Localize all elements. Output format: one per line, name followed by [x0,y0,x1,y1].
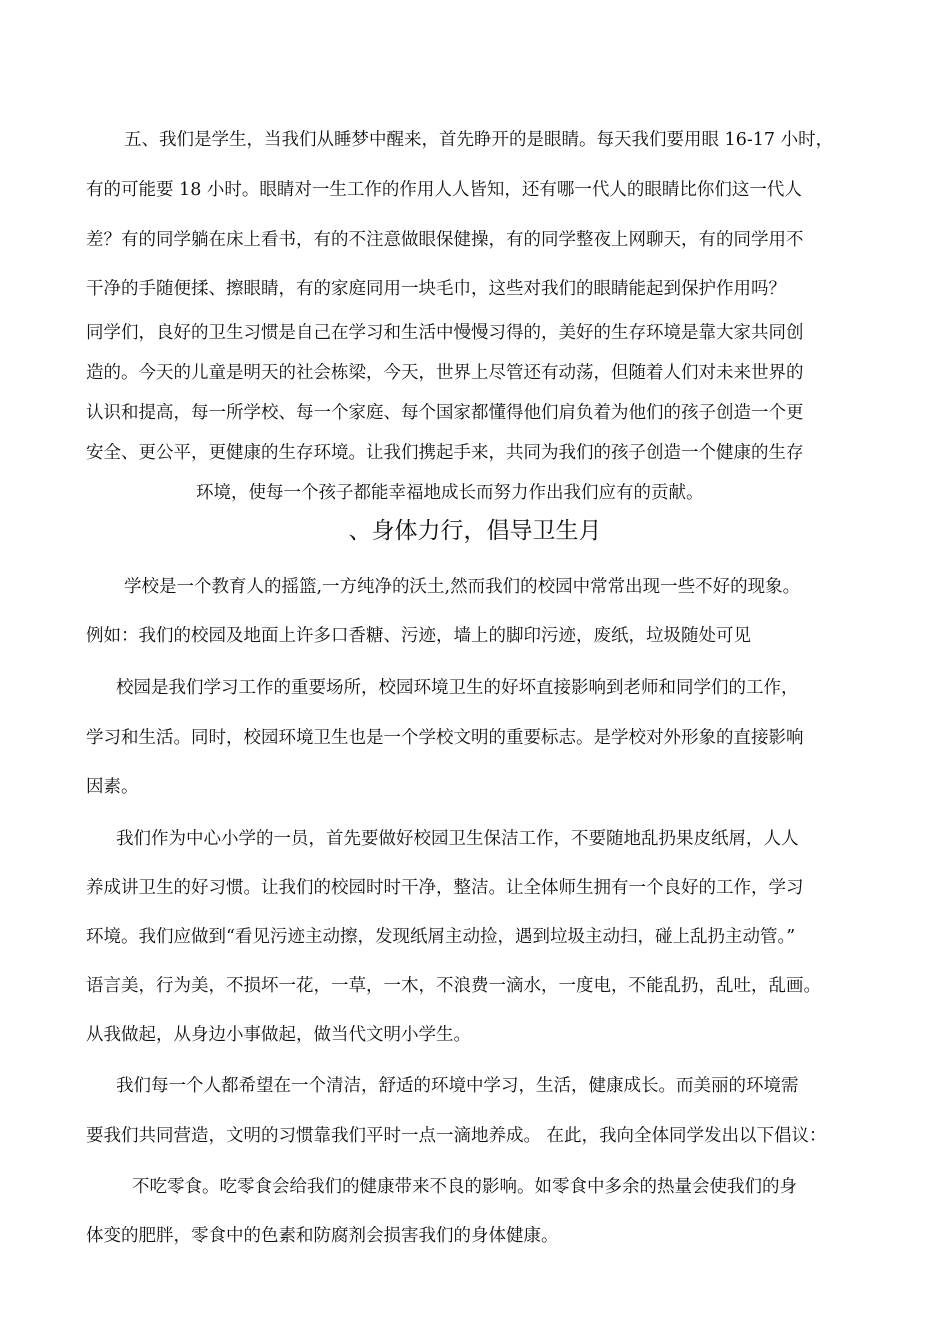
section5-line: 同学们，良好的卫生习惯是自己在学习和生活中慢慢习得的，美好的生存环境是靠大家共同创 [86,323,804,343]
paragraph-line: 校园是我们学习工作的重要场所，校园环境卫生的好坏直接影响到老师和同学们的工作， [116,678,799,698]
paragraph-line: 不吃零食。吃零食会给我们的健康带来不良的影响。如零食中多余的热量会使我们的身 [132,1177,797,1197]
section5-line: 五、我们是学生，当我们从睡梦中醒来，首先睁开的是眼睛。每天我们要用眼 16-17 小时， [124,130,834,150]
paragraph-line: 学校是一个教育人的摇篮,一方纯净的沃土,然而我们的校园中常常出现一些不好的现象。 [124,577,801,597]
section5-line: 干净的手随便揉、擦眼睛，有的家庭同用一块毛巾，这些对我们的眼睛能起到保护作用吗？ [86,279,786,299]
section-heading: 、身体力行，倡导卫生月 [348,518,602,544]
section5-line: 有的可能要 18 小时。眼睛对一生工作的作用人人皆知，还有哪一代人的眼睛比你们这一代人 [86,180,802,200]
paragraph-line: 环境。我们应做到“看见污迹主动擦，发现纸屑主动捡，遇到垃圾主动扫，碰上乱扔主动管。” [86,927,796,947]
section5-line: 差？有的同学躺在床上看书，有的不注意做眼保健操，有的同学整夜上网聊天，有的同学用不 [86,230,804,250]
paragraph-line: 语言美，行为美，不损坏一花，一草，一木，不浪费一滴水，一度电，不能乱扔，乱吐，乱画。 [86,976,821,996]
paragraph-line: 养成讲卫生的好习惯。让我们的校园时时干净，整洁。让全体师生拥有一个良好的工作，学习 [86,878,804,898]
paragraph-line: 体变的肥胖，零食中的色素和防腐剂会损害我们的身体健康。 [86,1226,559,1246]
paragraph-line: 我们作为中心小学的一员，首先要做好校园卫生保洁工作，不要随地乱扔果皮纸屑，人人 [116,829,799,849]
paragraph-line: 我们每一个人都希望在一个清洁，舒适的环境中学习，生活，健康成长。而美丽的环境需 [116,1076,799,1096]
paragraph-line: 学习和生活。同时，校园环境卫生也是一个学校文明的重要标志。是学校对外形象的直接影响 [86,728,804,748]
paragraph-line: 要我们共同营造，文明的习惯靠我们平时一点一滴地养成。 在此，我向全体同学发出以下倡议： [86,1126,827,1146]
paragraph-line: 例如：我们的校园及地面上许多口香糖、污迹，墙上的脚印污迹，废纸，垃圾随处可见 [86,626,751,646]
section5-line: 安全、更公平，更健康的生存环境。让我们携起手来，共同为我们的孩子创造一个健康的生存 [86,443,804,463]
paragraph-line: 因素。 [86,777,139,797]
section5-line: 环境，使每一个孩子都能幸福地成长而努力作出我们应有的贡献。 [196,483,704,503]
paragraph-line: 从我做起，从身边小事做起，做当代文明小学生。 [86,1025,471,1045]
section5-line: 造的。今天的儿童是明天的社会栋梁，今天，世界上尽管还有动荡，但随着人们对未来世界的 [86,363,804,383]
section5-line: 认识和提高，每一所学校、每一个家庭、每个国家都懂得他们肩负着为他们的孩子创造一个更 [86,403,804,423]
